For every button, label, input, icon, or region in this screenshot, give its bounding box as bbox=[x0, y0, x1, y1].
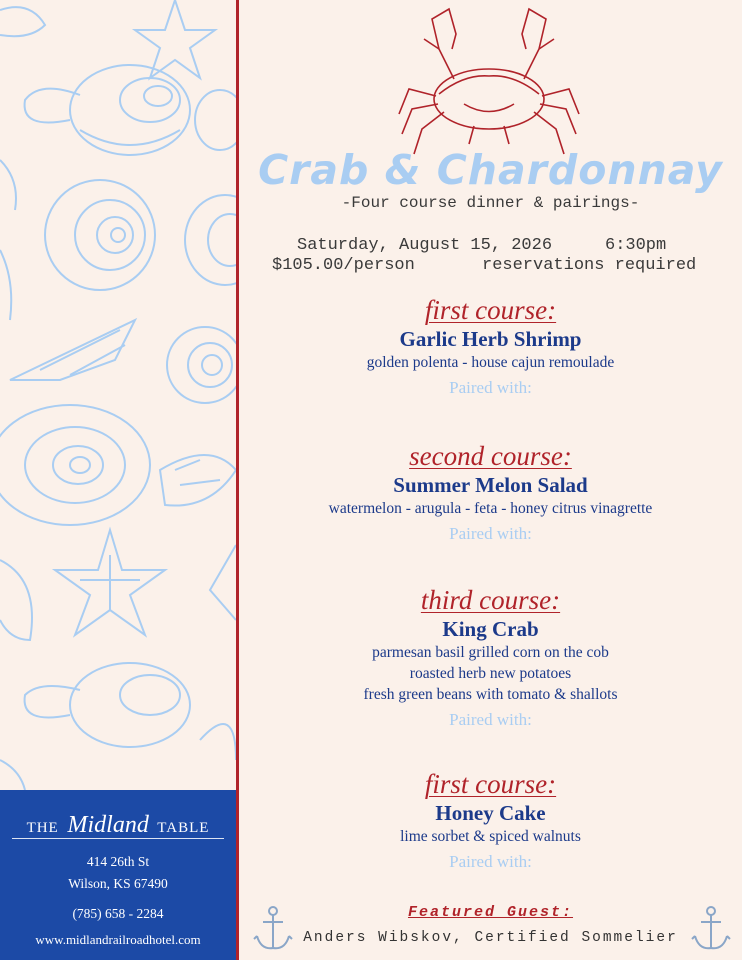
phone-number: (785) 658 - 2284 bbox=[72, 906, 164, 921]
seashell-pattern bbox=[0, 0, 236, 790]
brand-prefix: THE bbox=[26, 820, 59, 836]
anchor-icon bbox=[691, 904, 731, 954]
featured-guest-label: Featured Guest: bbox=[407, 904, 574, 921]
restaurant-brand-block bbox=[0, 790, 236, 960]
course-description: golden polenta - house cajun remoulade bbox=[366, 354, 615, 371]
course-pairing: Paired with: bbox=[449, 710, 532, 729]
course-title: first course: bbox=[424, 769, 557, 799]
event-title: Crab & Chardonnay bbox=[258, 146, 723, 194]
course-dish: King Crab bbox=[442, 617, 539, 641]
course-description: lime sorbet & spiced walnuts bbox=[400, 828, 581, 845]
spiny-shell-icon bbox=[160, 455, 236, 506]
featured-guest-name: Anders Wibskov, Certified Sommelier bbox=[303, 930, 678, 946]
event-price: $105.00/person bbox=[272, 256, 415, 275]
course-description: watermelon - arugula - feta - honey citrus vinagrette bbox=[328, 500, 653, 517]
conch-shell-icon bbox=[25, 65, 190, 155]
course-dish: Honey Cake bbox=[435, 801, 546, 825]
snail-shell-icon bbox=[167, 327, 236, 403]
address-line-2: Wilson, KS 67490 bbox=[68, 876, 168, 891]
course-pairing: Paired with: bbox=[449, 378, 532, 397]
course-description: roasted herb new potatoes bbox=[409, 665, 572, 682]
brand-suffix: TABLE bbox=[157, 820, 210, 836]
large-nautilus-icon bbox=[0, 405, 150, 525]
address-line-1: 414 26th St bbox=[86, 854, 150, 869]
course-description: parmesan basil grilled corn on the cob bbox=[372, 644, 609, 661]
course-4 bbox=[239, 768, 742, 875]
course-2 bbox=[239, 440, 742, 547]
reservation-note: reservations required bbox=[482, 256, 697, 275]
left-panel bbox=[0, 0, 236, 960]
restaurant-name bbox=[0, 812, 236, 839]
nautilus-shell-icon bbox=[45, 180, 155, 290]
menu-content bbox=[239, 0, 742, 960]
course-title: second course: bbox=[409, 441, 572, 471]
event-time: 6:30pm bbox=[605, 236, 667, 255]
course-3 bbox=[239, 584, 742, 733]
website-link[interactable]: www.midlandrailroadhotel.com bbox=[35, 932, 201, 947]
starfish-icon bbox=[55, 530, 165, 635]
brand-divider bbox=[12, 838, 224, 839]
anchor-icon bbox=[253, 904, 293, 954]
event-date: Saturday, August 15, 2026 bbox=[297, 236, 553, 255]
spiral-shell-icon bbox=[185, 195, 236, 285]
course-pairing: Paired with: bbox=[449, 524, 532, 543]
course-dish: Summer Melon Salad bbox=[393, 473, 588, 497]
course-pairing: Paired with: bbox=[449, 852, 532, 871]
course-title: third course: bbox=[420, 585, 561, 615]
brand-script-name: Midland bbox=[67, 812, 149, 838]
event-subtitle: -Four course dinner & pairings- bbox=[341, 194, 640, 212]
course-dish: Garlic Herb Shrimp bbox=[399, 327, 582, 351]
course-description: fresh green beans with tomato & shallots bbox=[363, 686, 618, 703]
bottom-conch-icon bbox=[25, 663, 190, 747]
course-1 bbox=[239, 294, 742, 401]
course-title: first course: bbox=[424, 295, 557, 325]
cone-shell-icon bbox=[10, 320, 135, 380]
crab-icon bbox=[394, 4, 584, 164]
